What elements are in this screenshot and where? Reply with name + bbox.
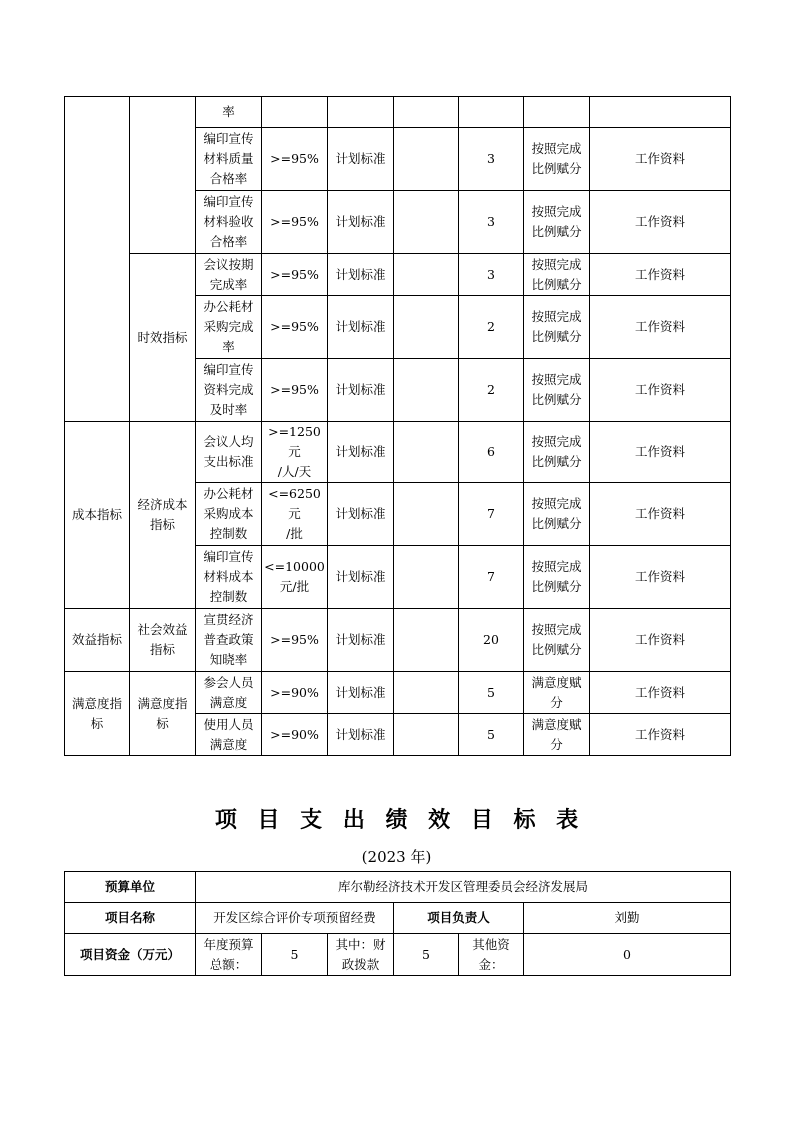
budget-unit-label: 预算单位 xyxy=(65,872,196,903)
level3-indicator-cell: 会议人均 支出标准 xyxy=(196,422,262,483)
weight-cell: 20 xyxy=(459,609,524,672)
weight-cell xyxy=(459,97,524,128)
evidence-cell: 工作资料 xyxy=(590,714,731,756)
empty-cell xyxy=(394,672,459,714)
scoring-method-cell: 满意度赋 分 xyxy=(524,672,590,714)
project-info-table xyxy=(64,871,731,976)
weight-cell: 3 xyxy=(459,191,524,254)
performance-indicator-table xyxy=(64,96,731,756)
scoring-method-cell: 按照完成 比例赋分 xyxy=(524,296,590,359)
annual-budget-value: 5 xyxy=(262,934,328,976)
scoring-method-cell: 按照完成 比例赋分 xyxy=(524,128,590,191)
standard-cell: 计划标准 xyxy=(328,359,394,422)
weight-cell: 5 xyxy=(459,714,524,756)
standard-cell: 计划标准 xyxy=(328,296,394,359)
evidence-cell: 工作资料 xyxy=(590,672,731,714)
standard-cell: 计划标准 xyxy=(328,546,394,609)
level2-indicator-cell: 社会效益 指标 xyxy=(130,609,196,672)
document-year: (2023 年) xyxy=(361,848,432,866)
level1-indicator-cell: 满意度指 标 xyxy=(65,672,130,756)
scoring-method-cell: 满意度赋 分 xyxy=(524,714,590,756)
empty-cell xyxy=(394,191,459,254)
level2-indicator-cell: 经济成本 指标 xyxy=(130,422,196,609)
evidence-cell: 工作资料 xyxy=(590,422,731,483)
target-value-cell xyxy=(262,97,328,128)
indicator-row xyxy=(65,609,731,672)
empty-cell xyxy=(394,128,459,191)
standard-cell: 计划标准 xyxy=(328,672,394,714)
target-value-cell: >=95% xyxy=(262,296,328,359)
level1-indicator-cell: 成本指标 xyxy=(65,422,130,609)
level3-indicator-cell: 办公耗材 采购成本 控制数 xyxy=(196,483,262,546)
project-funds-row xyxy=(65,934,731,976)
weight-cell: 6 xyxy=(459,422,524,483)
level3-indicator-cell: 编印宣传 资料完成 及时率 xyxy=(196,359,262,422)
evidence-cell: 工作资料 xyxy=(590,254,731,296)
other-funds-value: 0 xyxy=(524,934,731,976)
target-value-cell: <=6250 元 /批 xyxy=(262,483,328,546)
weight-cell: 2 xyxy=(459,359,524,422)
level2-indicator-cell xyxy=(130,97,196,254)
level3-indicator-cell: 编印宣传 材料验收 合格率 xyxy=(196,191,262,254)
standard-cell: 计划标准 xyxy=(328,422,394,483)
scoring-method-cell: 按照完成 比例赋分 xyxy=(524,191,590,254)
target-value-cell: >=95% xyxy=(262,359,328,422)
annual-budget-label: 年度预算 总额： xyxy=(196,934,262,976)
level1-indicator-cell xyxy=(65,97,130,422)
weight-cell: 7 xyxy=(459,483,524,546)
level3-indicator-cell: 宣贯经济 普查政策 知晓率 xyxy=(196,609,262,672)
weight-cell: 7 xyxy=(459,546,524,609)
scoring-method-cell: 按照完成 比例赋分 xyxy=(524,254,590,296)
indicator-row xyxy=(65,422,731,483)
target-value-cell: >=95% xyxy=(262,254,328,296)
project-name-value: 开发区综合评价专项预留经费 xyxy=(196,903,394,934)
fiscal-allocation-label: 其中：财 政拨款 xyxy=(328,934,394,976)
evidence-cell xyxy=(590,97,731,128)
project-owner-value: 刘勤 xyxy=(524,903,731,934)
target-value-cell: >=95% xyxy=(262,191,328,254)
fiscal-allocation-value: 5 xyxy=(394,934,459,976)
target-value-cell: <=10000 元/批 xyxy=(262,546,328,609)
scoring-method-cell xyxy=(524,97,590,128)
document-title: 项 目 支 出 绩 效 目 标 表 xyxy=(214,807,585,833)
standard-cell: 计划标准 xyxy=(328,128,394,191)
evidence-cell: 工作资料 xyxy=(590,359,731,422)
target-value-cell: >=95% xyxy=(262,128,328,191)
standard-cell: 计划标准 xyxy=(328,254,394,296)
empty-cell xyxy=(394,483,459,546)
standard-cell: 计划标准 xyxy=(328,609,394,672)
empty-cell xyxy=(394,546,459,609)
empty-cell xyxy=(394,296,459,359)
evidence-cell: 工作资料 xyxy=(590,296,731,359)
budget-unit-value: 库尔勒经济技术开发区管理委员会经济发展局 xyxy=(196,872,731,903)
level2-indicator-cell: 时效指标 xyxy=(130,254,196,422)
scoring-method-cell: 按照完成 比例赋分 xyxy=(524,359,590,422)
empty-cell xyxy=(394,422,459,483)
evidence-cell: 工作资料 xyxy=(590,128,731,191)
project-owner-label: 项目负责人 xyxy=(394,903,524,934)
other-funds-label: 其他资 金： xyxy=(459,934,524,976)
level3-indicator-cell: 参会人员 满意度 xyxy=(196,672,262,714)
level3-indicator-cell: 办公耗材 采购完成 率 xyxy=(196,296,262,359)
level3-indicator-cell: 编印宣传 材料质量 合格率 xyxy=(196,128,262,191)
standard-cell: 计划标准 xyxy=(328,483,394,546)
evidence-cell: 工作资料 xyxy=(590,191,731,254)
scoring-method-cell: 按照完成 比例赋分 xyxy=(524,483,590,546)
standard-cell: 计划标准 xyxy=(328,714,394,756)
evidence-cell: 工作资料 xyxy=(590,483,731,546)
project-name-row xyxy=(65,903,731,934)
standard-cell: 计划标准 xyxy=(328,191,394,254)
target-value-cell: >=95% xyxy=(262,609,328,672)
empty-cell xyxy=(394,97,459,128)
level3-indicator-cell: 率 xyxy=(196,97,262,128)
level3-indicator-cell: 会议按期 完成率 xyxy=(196,254,262,296)
empty-cell xyxy=(394,714,459,756)
target-value-cell: >=90% xyxy=(262,672,328,714)
scoring-method-cell: 按照完成 比例赋分 xyxy=(524,609,590,672)
evidence-cell: 工作资料 xyxy=(590,546,731,609)
evidence-cell: 工作资料 xyxy=(590,609,731,672)
indicator-row xyxy=(65,672,731,714)
project-funds-label: 项目资金（万元） xyxy=(65,934,196,976)
project-name-label: 项目名称 xyxy=(65,903,196,934)
level3-indicator-cell: 使用人员 满意度 xyxy=(196,714,262,756)
budget-unit-row xyxy=(65,872,731,903)
weight-cell: 3 xyxy=(459,128,524,191)
indicator-row xyxy=(65,97,731,128)
empty-cell xyxy=(394,254,459,296)
standard-cell xyxy=(328,97,394,128)
target-value-cell: >=90% xyxy=(262,714,328,756)
empty-cell xyxy=(394,359,459,422)
target-value-cell: >=1250 元 /人/天 xyxy=(262,422,328,483)
weight-cell: 2 xyxy=(459,296,524,359)
weight-cell: 5 xyxy=(459,672,524,714)
level2-indicator-cell: 满意度指 标 xyxy=(130,672,196,756)
weight-cell: 3 xyxy=(459,254,524,296)
scoring-method-cell: 按照完成 比例赋分 xyxy=(524,546,590,609)
empty-cell xyxy=(394,609,459,672)
level3-indicator-cell: 编印宣传 材料成本 控制数 xyxy=(196,546,262,609)
level1-indicator-cell: 效益指标 xyxy=(65,609,130,672)
scoring-method-cell: 按照完成 比例赋分 xyxy=(524,422,590,483)
indicator-row xyxy=(65,254,731,296)
